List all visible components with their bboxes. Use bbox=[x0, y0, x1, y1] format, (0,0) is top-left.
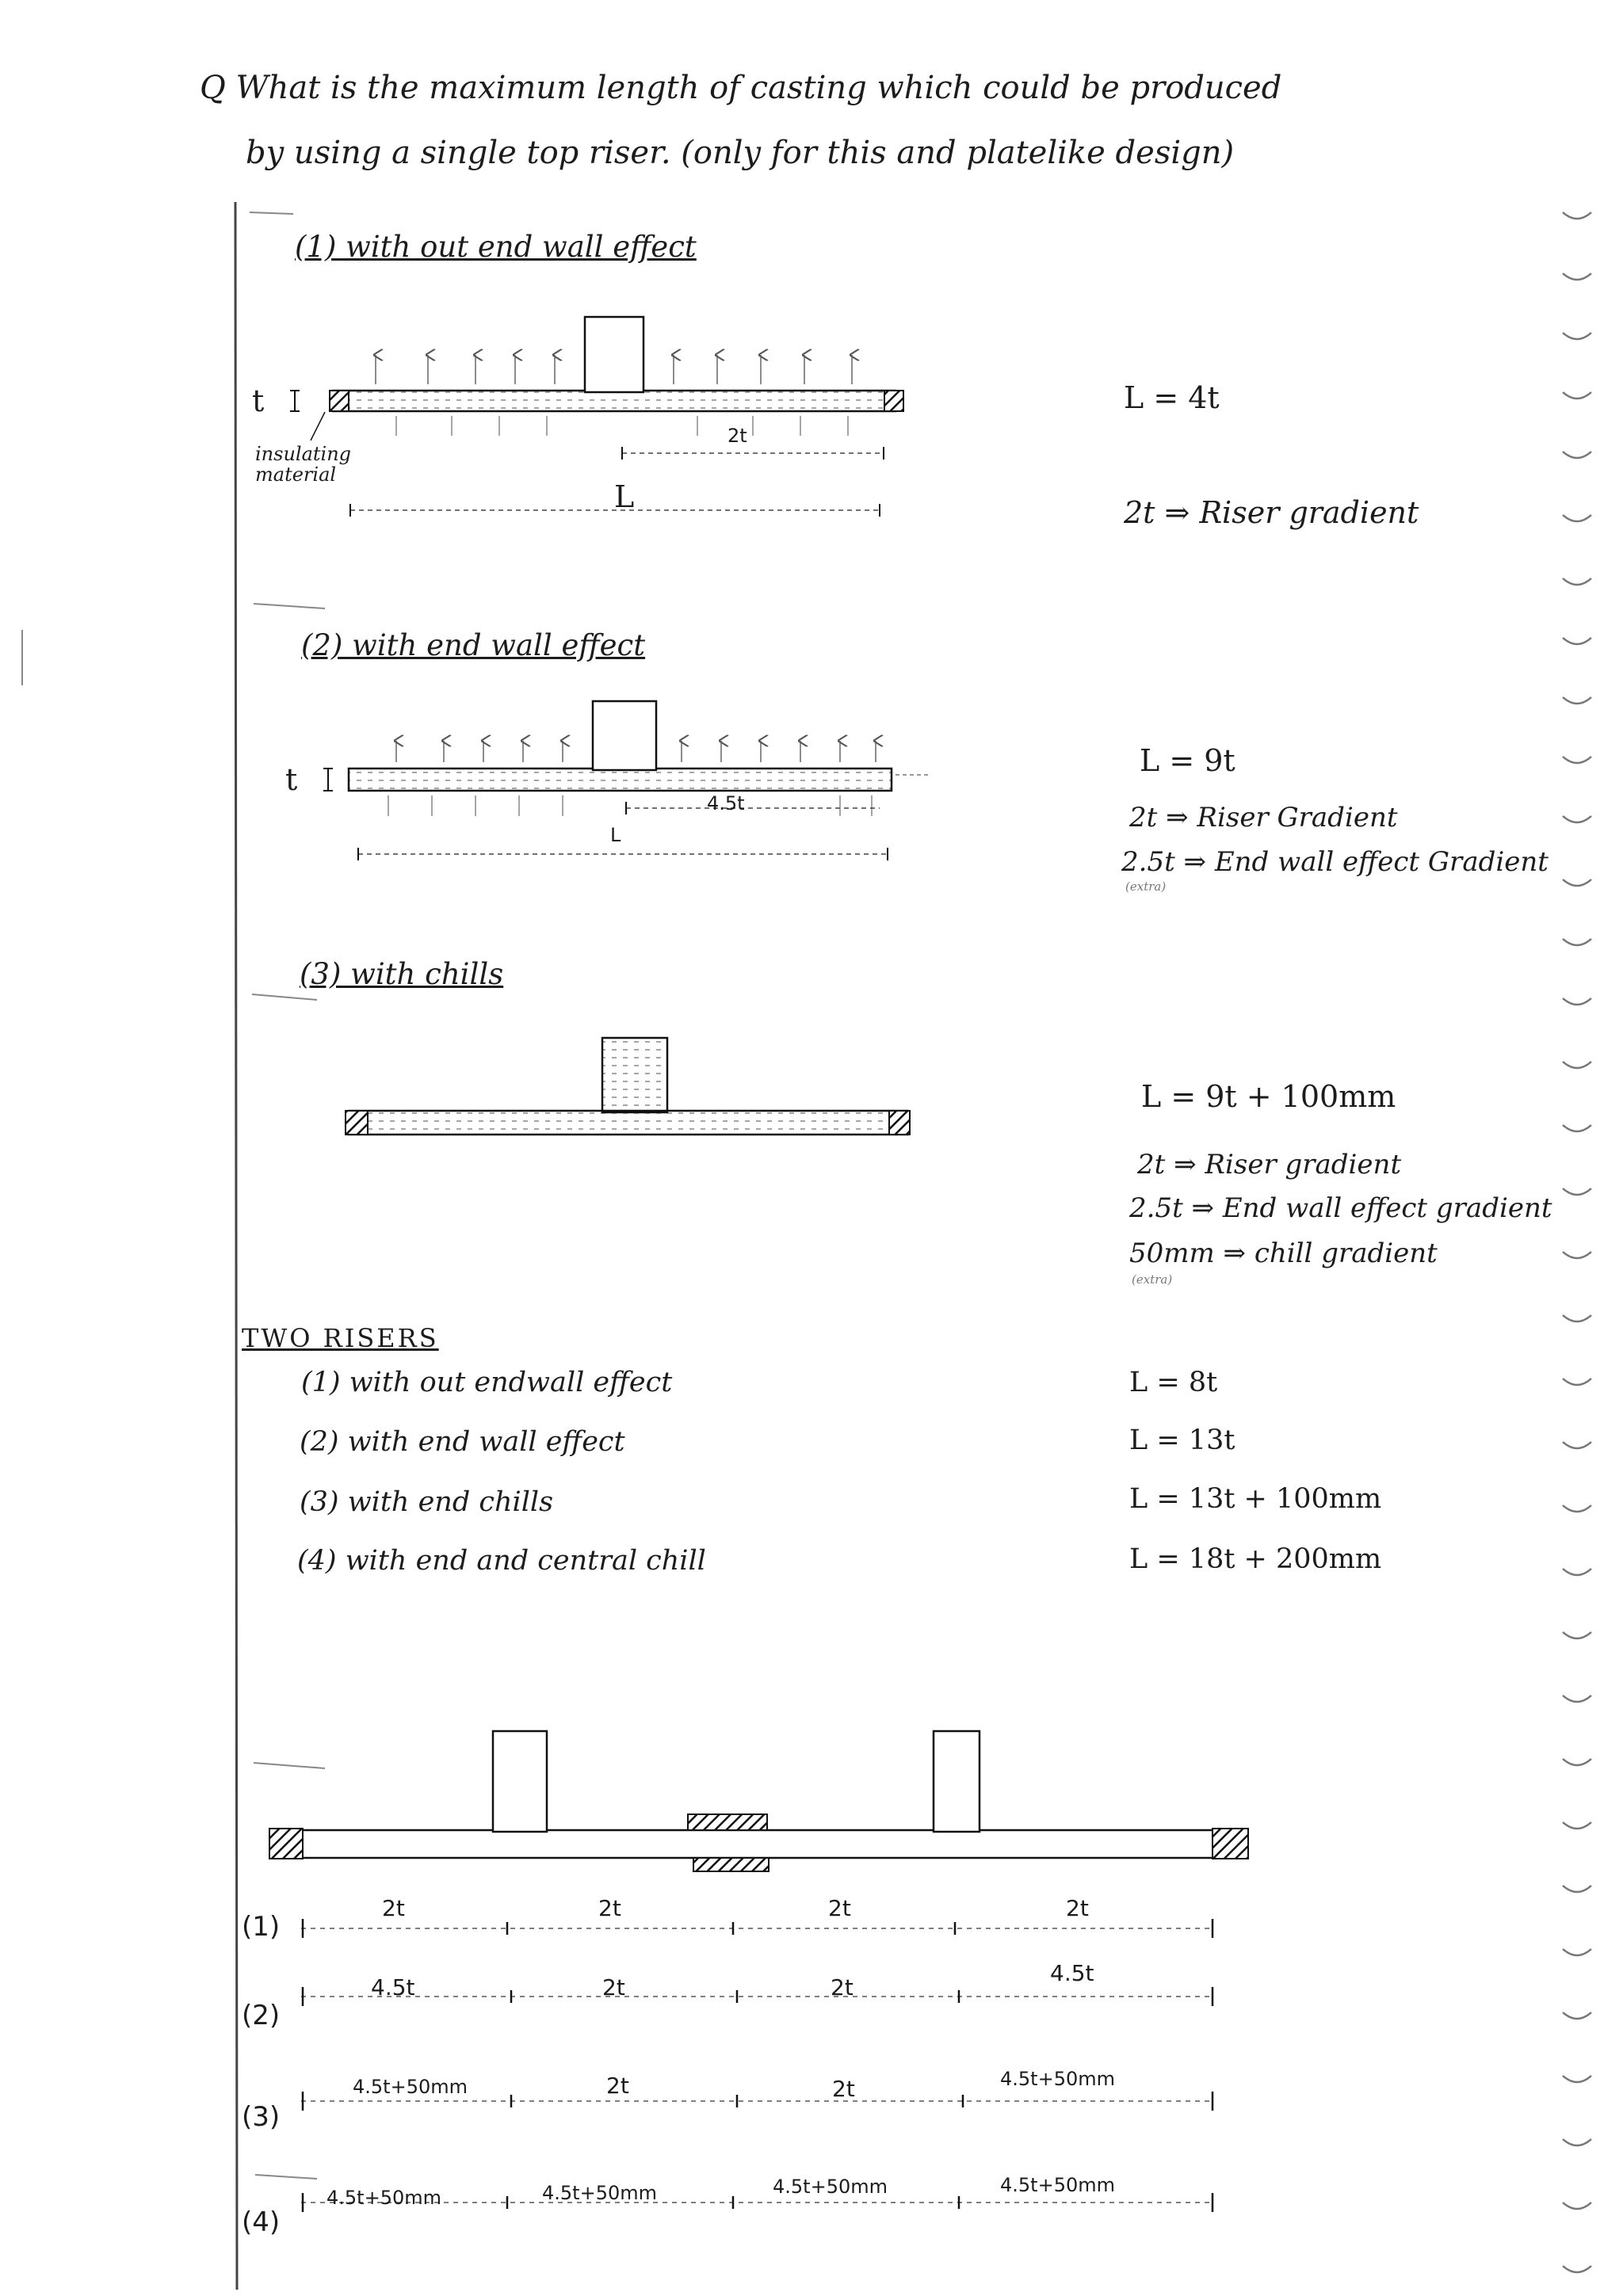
riser-right bbox=[934, 1731, 980, 1832]
case3-heading: (3) with chills bbox=[300, 957, 504, 991]
case1-riser bbox=[585, 317, 643, 392]
dimension-row-2-segment-2: 2t bbox=[602, 1974, 625, 2000]
case2-L-label: L bbox=[610, 824, 621, 846]
dimension-row-1-segment-1: 2t bbox=[382, 1895, 405, 1921]
case1-plate bbox=[333, 391, 896, 411]
dimension-row-1-segment-2: 2t bbox=[598, 1895, 621, 1921]
two-risers-row-2-result: L = 13t bbox=[1129, 1425, 1235, 1456]
case1-note-1: 2t ⇒ Riser gradient bbox=[1124, 495, 1419, 530]
central-chill-top bbox=[688, 1814, 767, 1830]
two-risers-row-1-label: (1) with out endwall effect bbox=[301, 1367, 673, 1398]
case3-chill-right bbox=[889, 1111, 910, 1135]
two-risers-row-3-label: (3) with end chills bbox=[300, 1486, 554, 1518]
case3-riser bbox=[602, 1038, 667, 1112]
two-riser-plate bbox=[273, 1830, 1244, 1858]
dimension-row-3-segment-1: 4.5t+50mm bbox=[353, 2076, 468, 2098]
two-risers-row-3-result: L = 13t + 100mm bbox=[1129, 1483, 1382, 1515]
scan-smudges bbox=[22, 212, 325, 2179]
dimension-row-1-segment-4: 2t bbox=[1066, 1895, 1089, 1921]
case1-heading: (1) with out end wall effect bbox=[295, 230, 697, 264]
two-risers-row-1-result: L = 8t bbox=[1129, 1367, 1218, 1398]
dimension-row-4-segment-3: 4.5t+50mm bbox=[773, 2176, 888, 2198]
case3-plate bbox=[349, 1111, 907, 1135]
case1-insulation-right bbox=[884, 391, 903, 411]
dimension-row-2-segment-3: 2t bbox=[831, 1974, 854, 2000]
question-line-2: by using a single top riser. (only for this and platelike design) bbox=[246, 135, 1235, 171]
central-chill-bottom bbox=[693, 1858, 769, 1871]
dimension-row-3-segment-3: 2t bbox=[832, 2076, 855, 2102]
end-chill-right bbox=[1212, 1829, 1248, 1859]
case2-t-label: t bbox=[285, 762, 298, 797]
case1-half-length-label: 2t bbox=[727, 425, 747, 447]
case2-note-2: 2.5t ⇒ End wall effect Gradient bbox=[1121, 846, 1549, 878]
dimension-row-4-number: (4) bbox=[242, 2206, 281, 2238]
two-risers-heading: TWO RISERS bbox=[242, 1323, 439, 1353]
case3-note-2: 2.5t ⇒ End wall effect gradient bbox=[1129, 1192, 1552, 1224]
case3-note-3: 50mm ⇒ chill gradient bbox=[1129, 1238, 1438, 1269]
dimension-row-2-segment-1: 4.5t bbox=[371, 1974, 415, 2000]
dimension-row-1-number: (1) bbox=[242, 1911, 281, 1943]
case3-note-1: 2t ⇒ Riser gradient bbox=[1137, 1149, 1402, 1180]
dimension-row-2-number: (2) bbox=[242, 2000, 281, 2031]
case1-insulation-left bbox=[330, 391, 349, 411]
dimension-row-4-segment-2: 4.5t+50mm bbox=[542, 2182, 657, 2204]
case3-result: L = 9t + 100mm bbox=[1141, 1079, 1396, 1114]
case2-plate bbox=[349, 769, 892, 791]
case1-L-label: L bbox=[614, 479, 635, 514]
case2-heading: (2) with end wall effect bbox=[301, 628, 646, 662]
two-risers-row-2-label: (2) with end wall effect bbox=[300, 1426, 625, 1458]
two-risers-row-4-label: (4) with end and central chill bbox=[297, 1545, 706, 1577]
case3-chill-left bbox=[346, 1111, 368, 1135]
case2-subnote: (extra) bbox=[1125, 879, 1167, 894]
spiral-binding bbox=[1563, 212, 1591, 2272]
case2-riser bbox=[593, 701, 656, 770]
case1-t-label: t bbox=[252, 383, 265, 418]
dimension-row-4-segment-4: 4.5t+50mm bbox=[1000, 2174, 1115, 2196]
case1-diagram bbox=[290, 317, 903, 517]
case3-diagram bbox=[346, 1038, 910, 1135]
dimension-row-2-segment-4: 4.5t bbox=[1050, 1960, 1094, 1986]
case3-subnote: (extra) bbox=[1132, 1272, 1173, 1287]
case1-result: L = 4t bbox=[1124, 380, 1220, 415]
dimension-row-4-segment-1: 4.5t+50mm bbox=[327, 2187, 441, 2209]
end-chill-left bbox=[269, 1829, 303, 1859]
riser-left bbox=[493, 1731, 547, 1832]
question-line-1: Q What is the maximum length of casting which could be produced bbox=[200, 70, 1282, 106]
two-riser-diagram bbox=[269, 1731, 1248, 1871]
dimension-row-1-segment-3: 2t bbox=[828, 1895, 851, 1921]
insulating-material-label: insulating material bbox=[255, 443, 352, 486]
margin-line bbox=[235, 202, 237, 2290]
case2-note-1: 2t ⇒ Riser Gradient bbox=[1129, 802, 1398, 833]
two-risers-row-4-result: L = 18t + 200mm bbox=[1129, 1543, 1382, 1575]
dimension-row-3-number: (3) bbox=[242, 2101, 281, 2133]
dimension-row-3-segment-4: 4.5t+50mm bbox=[1000, 2068, 1115, 2090]
case2-diagram bbox=[323, 701, 931, 860]
case2-result: L = 9t bbox=[1140, 743, 1235, 778]
case2-half-length-label: 4.5t bbox=[707, 792, 745, 814]
dimension-row-3-segment-2: 2t bbox=[606, 2073, 629, 2099]
